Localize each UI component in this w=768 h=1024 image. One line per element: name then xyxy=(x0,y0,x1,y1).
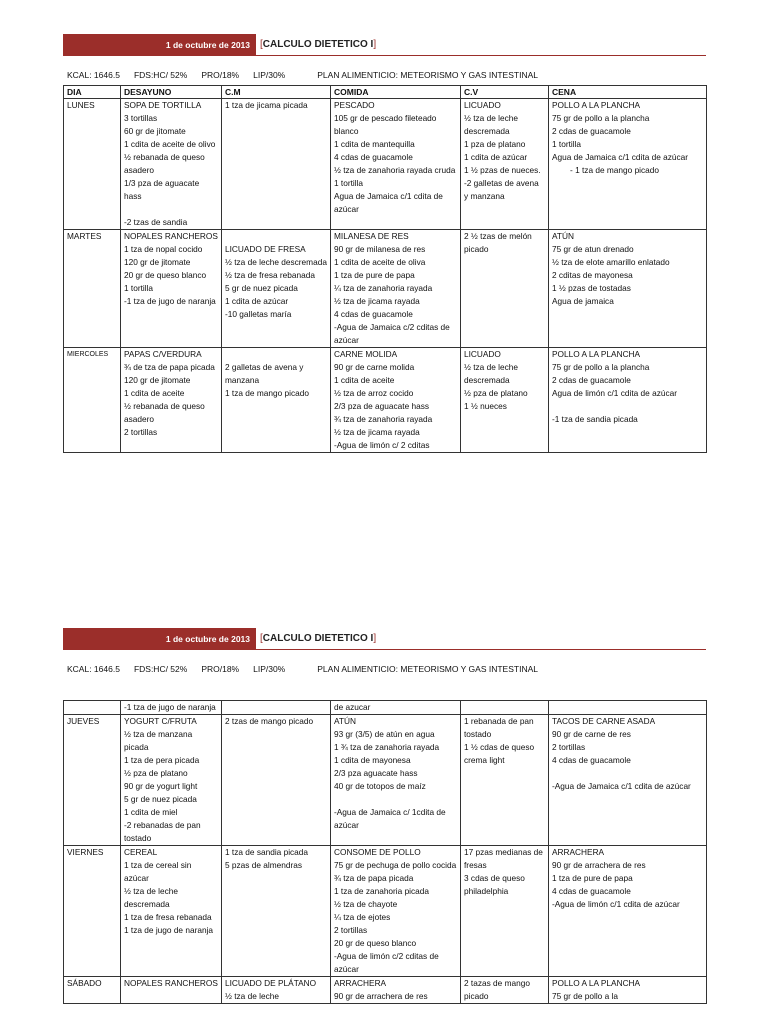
cv-line: LICUADO xyxy=(464,349,501,359)
comida-line: ½ tza de zanahoria rayada cruda xyxy=(334,165,456,175)
cena-cell xyxy=(549,99,707,230)
comida-line: 1 tza de zanahoria picada xyxy=(334,886,430,896)
info-plan: PLAN ALIMENTICIO: METEORISMO Y GAS INTESTINAL xyxy=(317,664,538,674)
table-row xyxy=(64,348,707,453)
desayuno-line: 1 tza de pera picada xyxy=(124,755,200,765)
cena-line: ATÚN xyxy=(552,231,574,241)
day-cell: VIERNES xyxy=(64,846,121,977)
comida-line: 2 tortillas xyxy=(334,925,368,935)
desayuno-line: 120 gr de jitomate xyxy=(124,375,191,385)
cena-cell xyxy=(549,348,707,453)
cv-line: 1 rebanada de pan tostado xyxy=(464,716,534,739)
comida-line: 20 gr de queso blanco xyxy=(334,938,417,948)
cm-line: 1 tza de sandia picada xyxy=(225,847,309,857)
cena-line: 2 cdas de guacamole xyxy=(552,375,631,385)
cv-line: ½ pza de platano xyxy=(464,388,528,398)
comida-line: 1 cdita de aceite xyxy=(334,375,395,385)
comida-line: -Agua de limón c/ 2 cditas xyxy=(334,440,430,450)
cena-line: 75 gr de pollo a la xyxy=(552,991,618,1001)
cv-line xyxy=(464,701,545,714)
desayuno-line: SOPA DE TORTILLA xyxy=(124,100,202,110)
cena-line: Agua de jamaica xyxy=(552,296,614,306)
comida-line: Agua de Jamaica c/1 cdita de azúcar xyxy=(334,191,443,214)
desayuno-line: 120 gr de jitomate xyxy=(124,257,191,267)
cena-line: 1 ½ pzas de tostadas xyxy=(552,283,631,293)
desayuno-line: ½ rebanada de queso asadero xyxy=(124,152,205,175)
comida-line: -Agua de limón c/2 cditas de azúcar xyxy=(334,951,439,974)
desayuno-cell xyxy=(121,977,222,1004)
cv-cell xyxy=(461,99,549,230)
comida-line: 4 cdas de guacamole xyxy=(334,309,413,319)
desayuno-line: 1 cdita de aceite xyxy=(124,388,185,398)
cm-line xyxy=(225,701,327,714)
cm-line: 2 galletas de avena y manzana xyxy=(225,362,304,385)
cv-cell xyxy=(461,230,549,348)
cena-line: 2 tortillas xyxy=(552,742,586,752)
cv-line: LICUADO xyxy=(464,100,501,110)
desayuno-line: 1 tza de cereal sin azúcar xyxy=(124,860,192,883)
cena-line: Agua de Jamaica c/1 cdita de azúcar xyxy=(552,152,689,162)
comida-line: 4 cdas de guacamole xyxy=(334,152,413,162)
cena-line: Agua de limón c/1 cdita de azúcar xyxy=(552,388,677,398)
cena-line: POLLO A LA PLANCHA xyxy=(552,100,641,110)
desayuno-line: ½ rebanada de queso asadero xyxy=(124,401,205,424)
comida-line: MILANESA DE RES xyxy=(334,231,409,241)
desayuno-line: PAPAS C/VERDURA xyxy=(124,349,202,359)
header-title xyxy=(260,628,376,650)
page-header xyxy=(63,628,706,650)
desayuno-line: CEREAL xyxy=(124,847,158,857)
desayuno-line: ½ tza de leche descremada xyxy=(124,886,178,909)
day-cell: JUEVES xyxy=(64,715,121,846)
header-title xyxy=(260,34,376,56)
cm-cell xyxy=(222,701,331,715)
cv-line: 2 tazas de mango picado xyxy=(464,978,530,1001)
cv-line: 1 pza de platano xyxy=(464,139,526,149)
col-header-dia: DIA xyxy=(64,86,121,99)
info-kcal: KCAL: 1646.5 xyxy=(67,70,120,80)
desayuno-line: YOGURT C/FRUTA xyxy=(124,716,197,726)
cena-line: - 1 tza de mango picado xyxy=(570,165,660,175)
header-rule xyxy=(256,55,706,56)
comida-line: ½ tza de chayote xyxy=(334,899,398,909)
cm-line: ½ tza de fresa rebanada xyxy=(225,270,315,280)
info-plan: PLAN ALIMENTICIO: METEORISMO Y GAS INTESTINAL xyxy=(317,70,538,80)
col-header-cm: C.M xyxy=(222,86,331,99)
cena-line: 2 cdas de guacamole xyxy=(552,126,631,136)
cena-cell xyxy=(549,230,707,348)
desayuno-line xyxy=(124,203,218,216)
comida-cell xyxy=(331,348,461,453)
nutrition-info xyxy=(67,664,552,674)
comida-line: -Agua de Jamaica c/2 cditas de azúcar xyxy=(334,322,450,345)
desayuno-line: 1 tza de nopal cocido xyxy=(124,244,203,254)
comida-cell xyxy=(331,230,461,348)
table-row xyxy=(64,230,707,348)
desayuno-line: 1 cdita de aceite de olivo xyxy=(124,139,216,149)
info-pro: PRO/18% xyxy=(201,70,240,80)
cv-line: -2 galletas de avena y manzana xyxy=(464,178,539,201)
cv-cell xyxy=(461,977,549,1004)
comida-line: ½ tza de jicama rayada xyxy=(334,427,420,437)
comida-line: CONSOME DE POLLO xyxy=(334,847,421,857)
cm-line: 5 gr de nuez picada xyxy=(225,283,298,293)
info-fds: FDS:HC/ 52% xyxy=(133,70,188,80)
day-cell xyxy=(64,701,121,715)
desayuno-cell xyxy=(121,701,222,715)
comida-cell xyxy=(331,99,461,230)
day-cell: MARTES xyxy=(64,230,121,348)
comida-line: 90 gr de arrachera de res xyxy=(334,991,428,1001)
day-cell: MIERCOLES xyxy=(64,348,121,453)
cm-line: LICUADO DE FRESA xyxy=(225,244,306,254)
info-fds: FDS:HC/ 52% xyxy=(133,664,188,674)
cm-line xyxy=(225,230,327,243)
cena-cell xyxy=(549,977,707,1004)
comida-cell xyxy=(331,846,461,977)
desayuno-line: 1 tortilla xyxy=(124,283,154,293)
comida-line: 90 gr de milanesa de res xyxy=(334,244,426,254)
cena-line: 2 cditas de mayonesa xyxy=(552,270,633,280)
comida-line: 1 cdita de mantequilla xyxy=(334,139,415,149)
nutrition-info xyxy=(67,70,552,80)
comida-line: 2/3 pza aguacate hass xyxy=(334,768,418,778)
day-cell: SÁBADO xyxy=(64,977,121,1004)
cm-cell xyxy=(222,230,331,348)
page-1 xyxy=(0,34,768,494)
diet-table-page-2 xyxy=(63,700,707,1004)
header-bracket-open: [ xyxy=(260,39,263,50)
cena-line xyxy=(552,701,703,714)
desayuno-cell xyxy=(121,348,222,453)
desayuno-line: -2 tzas de sandia xyxy=(124,217,188,227)
cena-line: -1 tza de sandia picada xyxy=(552,414,638,424)
comida-line: PESCADO xyxy=(334,100,375,110)
cena-line: 1 tortilla xyxy=(552,139,582,149)
table-row xyxy=(64,846,707,977)
table-row xyxy=(64,977,707,1004)
comida-line: de azucar xyxy=(334,702,371,712)
cena-line xyxy=(552,767,703,780)
desayuno-line: -1 tza de jugo de naranja xyxy=(124,296,216,306)
table-row xyxy=(64,99,707,230)
comida-cell xyxy=(331,701,461,715)
cm-line xyxy=(225,348,327,361)
header-date: 1 de octubre de 2013 xyxy=(63,628,256,650)
cv-line: 1 ½ cdas de queso crema light xyxy=(464,742,535,765)
cm-line: 1 tza de jicama picada xyxy=(225,100,308,110)
cena-cell xyxy=(549,701,707,715)
desayuno-line: 1 tza de jugo de naranja xyxy=(124,925,214,935)
header-title-text: CALCULO DIETETICO I xyxy=(262,633,374,644)
cena-line: ARRACHERA xyxy=(552,847,605,857)
header-bracket-close: ] xyxy=(373,633,377,644)
cena-line: 1 tza de pure de papa xyxy=(552,873,633,883)
comida-cell xyxy=(331,715,461,846)
desayuno-line: -1 tza de jugo de naranja xyxy=(124,702,216,712)
cena-line: 75 gr de atun drenado xyxy=(552,244,634,254)
comida-line: 40 gr de totopos de maíz xyxy=(334,781,426,791)
desayuno-line: 3 tortillas xyxy=(124,113,158,123)
comida-line: 1 ¾ tza de zanahoria rayada xyxy=(334,742,440,752)
comida-line: 1 cdita de aceite de oliva xyxy=(334,257,426,267)
cena-line: 90 gr de carne de res xyxy=(552,729,631,739)
col-header-comida: COMIDA xyxy=(331,86,461,99)
desayuno-cell xyxy=(121,230,222,348)
comida-line: CARNE MOLIDA xyxy=(334,349,398,359)
cm-line: ½ tza de leche xyxy=(225,991,279,1001)
cm-cell xyxy=(222,846,331,977)
cm-line: -10 galletas maría xyxy=(225,309,292,319)
header-rule xyxy=(256,649,706,650)
cv-line: ½ tza de leche descremada xyxy=(464,362,518,385)
header-title-text: CALCULO DIETETICO I xyxy=(262,39,374,50)
desayuno-line: NOPALES RANCHEROS xyxy=(124,978,218,988)
cv-cell xyxy=(461,701,549,715)
table-header-row xyxy=(64,86,707,99)
cena-line: 75 gr de pollo a la plancha xyxy=(552,113,650,123)
desayuno-line: ¾ de tza de papa picada xyxy=(124,362,215,372)
comida-line: 105 gr de pescado fileteado blanco xyxy=(334,113,437,136)
diet-table-page-1 xyxy=(63,85,707,453)
cv-line: 1 ½ nueces xyxy=(464,401,507,411)
col-header-desayuno: DESAYUNO xyxy=(121,86,222,99)
cv-line: 17 pzas medianas de fresas xyxy=(464,847,543,870)
cv-line: 1 cdita de azúcar xyxy=(464,152,528,162)
desayuno-cell xyxy=(121,846,222,977)
header-bracket-open: [ xyxy=(260,633,263,644)
comida-line: ½ tza de arroz cocido xyxy=(334,388,414,398)
info-lip: LIP/30% xyxy=(253,70,286,80)
comida-line: ¾ tza de papa picada xyxy=(334,873,414,883)
cm-cell xyxy=(222,977,331,1004)
cm-line: 1 tza de mango picado xyxy=(225,388,309,398)
cena-line: -Agua de Jamaica c/1 cdita de azúcar xyxy=(552,781,691,791)
desayuno-line: 60 gr de jitomate xyxy=(124,126,186,136)
col-header-cena: CENA xyxy=(549,86,707,99)
cena-line: POLLO A LA PLANCHA xyxy=(552,349,641,359)
desayuno-line: 1/3 pza de aguacate hass xyxy=(124,178,200,201)
comida-cell xyxy=(331,977,461,1004)
comida-line: ¼ tza de ejotes xyxy=(334,912,391,922)
cm-line: 2 tzas de mango picado xyxy=(225,716,314,726)
cm-cell xyxy=(222,99,331,230)
comida-line: 2/3 pza de aguacate hass xyxy=(334,401,430,411)
cm-line: 1 cdita de azúcar xyxy=(225,296,289,306)
cena-line: -Agua de limón c/1 cdita de azúcar xyxy=(552,899,680,909)
desayuno-line: 1 cdita de miel xyxy=(124,807,178,817)
info-pro: PRO/18% xyxy=(201,664,240,674)
desayuno-cell xyxy=(121,715,222,846)
page-2 xyxy=(0,628,768,1024)
cm-line: 5 pzas de almendras xyxy=(225,860,303,870)
desayuno-line: 5 gr de nuez picada xyxy=(124,794,197,804)
info-kcal: KCAL: 1646.5 xyxy=(67,664,120,674)
comida-line: 93 gr (3/5) de atún en agua xyxy=(334,729,435,739)
comida-line: 75 gr de pechuga de pollo cocida xyxy=(334,860,457,870)
col-header-cv: C.V xyxy=(461,86,549,99)
cena-line: POLLO A LA PLANCHA xyxy=(552,978,641,988)
cena-cell xyxy=(549,715,707,846)
table-row xyxy=(64,715,707,846)
desayuno-line: NOPALES RANCHEROS xyxy=(124,231,218,241)
desayuno-line: 20 gr de queso blanco xyxy=(124,270,207,280)
cm-cell xyxy=(222,715,331,846)
comida-line: 90 gr de carne molida xyxy=(334,362,415,372)
cena-line: ½ tza de elote amarillo enlatado xyxy=(552,257,670,267)
cena-line: 4 cdas de guacamole xyxy=(552,755,631,765)
cv-line: 2 ½ tzas de melón picado xyxy=(464,231,532,254)
cv-line: 1 ½ pzas de nueces. xyxy=(464,165,541,175)
comida-line: ¼ tza de zanahoria rayada xyxy=(334,283,433,293)
cv-cell xyxy=(461,846,549,977)
desayuno-line: 1 tza de fresa rebanada xyxy=(124,912,212,922)
info-lip: LIP/30% xyxy=(253,664,286,674)
desayuno-line: ½ tza de manzana picada xyxy=(124,729,193,752)
cena-line: 4 cdas de guacamole xyxy=(552,886,631,896)
cm-line: LICUADO DE PLÁTANO xyxy=(225,978,317,988)
table-row xyxy=(64,701,707,715)
desayuno-line: 2 tortillas xyxy=(124,427,158,437)
cm-line: ½ tza de leche descremada xyxy=(225,257,327,267)
comida-line: 1 tortilla xyxy=(334,178,364,188)
desayuno-line: 90 gr de yogurt light xyxy=(124,781,198,791)
comida-line: 1 cdita de mayonesa xyxy=(334,755,411,765)
cv-line: ½ tza de leche descremada xyxy=(464,113,518,136)
cv-cell xyxy=(461,348,549,453)
page-header xyxy=(63,34,706,56)
comida-line: -Agua de Jamaica c/ 1cdita de azúcar xyxy=(334,807,446,830)
comida-line: ARRACHERA xyxy=(334,978,387,988)
cena-line: TACOS DE CARNE ASADA xyxy=(552,716,656,726)
cena-line xyxy=(552,400,703,413)
header-bracket-close: ] xyxy=(373,39,377,50)
comida-line: ½ tza de jicama rayada xyxy=(334,296,420,306)
cv-cell xyxy=(461,715,549,846)
header-date: 1 de octubre de 2013 xyxy=(63,34,256,56)
cena-cell xyxy=(549,846,707,977)
comida-line: ATÚN xyxy=(334,716,356,726)
comida-line: 1 tza de pure de papa xyxy=(334,270,415,280)
cv-line: 3 cdas de queso philadelphia xyxy=(464,873,525,896)
comida-line xyxy=(334,793,457,806)
day-cell: LUNES xyxy=(64,99,121,230)
desayuno-cell xyxy=(121,99,222,230)
comida-line: ¾ tza de zanahoria rayada xyxy=(334,414,433,424)
cena-line: 90 gr de arrachera de res xyxy=(552,860,646,870)
desayuno-line: -2 rebanadas de pan tostado xyxy=(124,820,201,843)
desayuno-line: ½ pza de platano xyxy=(124,768,188,778)
cm-cell xyxy=(222,348,331,453)
cena-line: 75 gr de pollo a la plancha xyxy=(552,362,650,372)
